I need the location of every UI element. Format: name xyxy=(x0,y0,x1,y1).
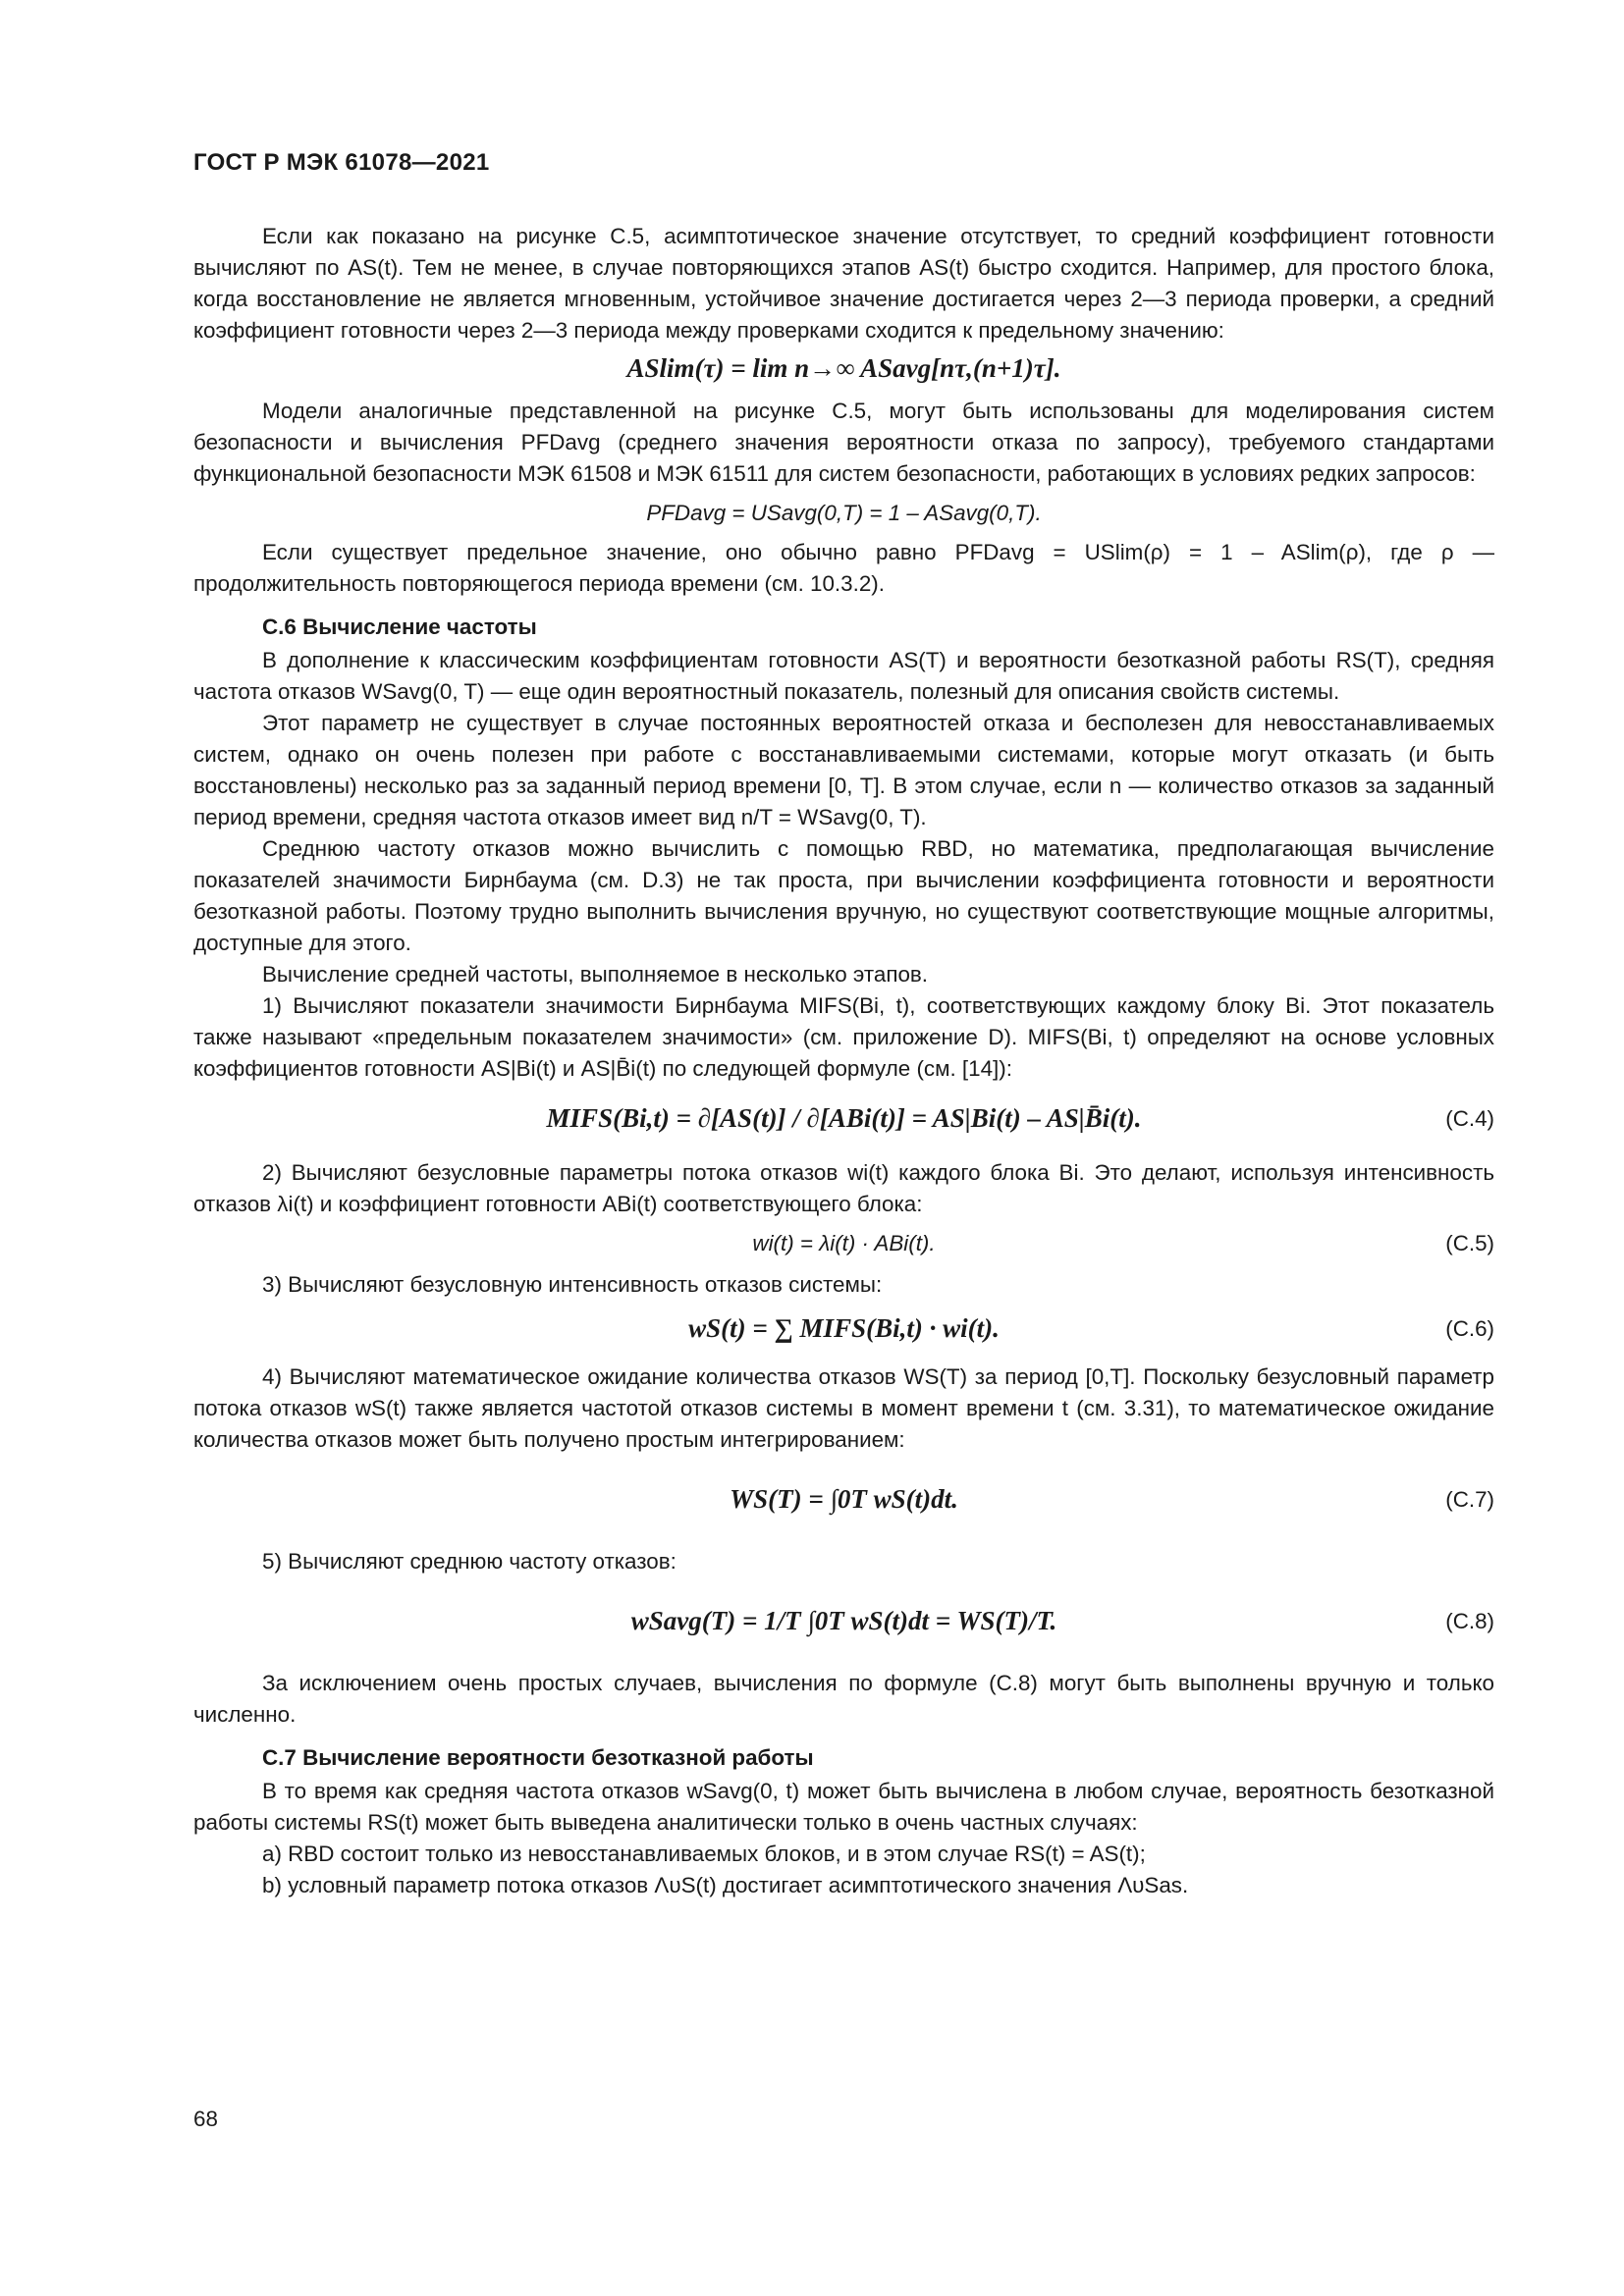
page-number: 68 xyxy=(193,2107,218,2131)
list-item: a) RBD состоит только из невосстанавливаемых блоков, и в этом случае RS(t) = AS(t); xyxy=(262,1842,1146,1866)
document-body xyxy=(193,221,1494,1901)
paragraph: Если как показано на рисунке С.5, асимптотическое значение отсутствует, то средний коэффициент готовности вычисляют по AS(t). Тем не менее, в случае повторяющихся этапов AS(t) быстро сходится. Например, для простого блока, когда восстановление не является мгновенным, устойчивое значение достигается через 2—3 периода проверки, а средний коэффициент готовности через 2—3 периода между проверками сходится к предельному значению: xyxy=(193,224,1494,343)
paragraph: Если существует предельное значение, оно обычно равно PFDavg = USlim(ρ) = 1 – ASlim(ρ), где ρ — продолжительность повторяющегося периода времени (см. 10.3.2). xyxy=(193,540,1494,596)
formula-expression: ASlim(τ) = lim n→∞ ASavg[nτ,(n+1)τ]. xyxy=(626,353,1061,383)
formula-number: (С.5) xyxy=(1445,1231,1494,1255)
document-header: ГОСТ Р МЭК 61078—2021 xyxy=(193,149,490,176)
formula-expression: PFDavg = USavg(0,T) = 1 – ASavg(0,T). xyxy=(646,501,1042,525)
formula-c4 xyxy=(193,1102,1494,1136)
paragraph: 4) Вычисляют математическое ожидание количества отказов WS(T) за период [0,T]. Поскольку безусловный параметр потока отказов wS(t) также является частотой отказов системы в момент времени t (см. 3.31), то математическое ожидание количества отказов может быть получено простым интегрированием: xyxy=(193,1364,1494,1452)
formula-expression: MIFS(Bi,t) = ∂[AS(t)] / ∂[ABi(t)] = AS|Bi(t) – AS|B̄i(t). xyxy=(546,1103,1142,1133)
list-item: b) условный параметр потока отказов ΛυS(t) достигает асимптотического значения ΛυSas. xyxy=(262,1873,1189,1897)
formula-number: (С.8) xyxy=(1445,1609,1494,1633)
paragraph: В то время как средняя частота отказов wSavg(0, t) может быть вычислена в любом случае, вероятность безотказной работы системы RS(t) может быть выведена аналитически только в очень частных случаях: xyxy=(193,1779,1494,1835)
paragraph: 3) Вычисляют безусловную интенсивность отказов системы: xyxy=(262,1272,883,1297)
formula-expression: wS(t) = ∑ MIFS(Bi,t) · wi(t). xyxy=(688,1313,1000,1343)
formula-expression: WS(T) = ∫0T wS(t)dt. xyxy=(730,1484,958,1514)
formula-number: (С.7) xyxy=(1445,1487,1494,1512)
paragraph: В дополнение к классическим коэффициентам готовности AS(T) и вероятности безотказной работы RS(T), средняя частота отказов WSavg(0, T) — еще один вероятностный показатель, полезный для описания свойств системы. xyxy=(193,648,1494,704)
formula-c7 xyxy=(193,1483,1494,1517)
formula-pfd-avg xyxy=(193,498,1494,529)
paragraph: 1) Вычисляют показатели значимости Бирнбаума MIFS(Bi, t), соответствующих каждому блоку Bi. Этот показатель также называют «предельным показателем значимости» (см. приложение D). MIFS(Bi, t) определяют на основе условных коэффициентов готовности AS|Bi(t) и AS|B̄i(t) по следующей формуле (см. [14]): xyxy=(193,993,1494,1081)
paragraph: 2) Вычисляют безусловные параметры потока отказов wi(t) каждого блока Bi. Это делают, используя интенсивность отказов λi(t) и коэффициент готовности ABi(t) соответствующего блока: xyxy=(193,1160,1494,1216)
section-heading-c7: С.7 Вычисление вероятности безотказной работы xyxy=(262,1745,814,1770)
paragraph: За исключением очень простых случаев, вычисления по формуле (С.8) могут быть выполнены вручную и только численно. xyxy=(193,1671,1494,1727)
paragraph: Этот параметр не существует в случае постоянных вероятностей отказа и бесполезен для невосстанавливаемых систем, однако он очень полезен при работе с восстанавливаемыми системами, которые могут отказать (и быть восстановлены) несколько раз за заданный период времени [0, T]. В этом случае, если n — количество отказов за заданный период времени, средняя частота отказов имеет вид n/T = WSavg(0, T). xyxy=(193,711,1494,829)
formula-number: (С.4) xyxy=(1445,1106,1494,1131)
formula-c6 xyxy=(193,1312,1494,1346)
formula-c8 xyxy=(193,1605,1494,1638)
paragraph: Вычисление средней частоты, выполняемое в несколько этапов. xyxy=(262,962,929,987)
paragraph: Модели аналогичные представленной на рисунке С.5, могут быть использованы для моделирования систем безопасности и вычисления PFDavg (среднего значения вероятности отказа по запросу), требуемого стандартами функциональной безопасности МЭК 61508 и МЭК 61511 для систем безопасности, работающих в условиях редких запросов: xyxy=(193,399,1494,486)
paragraph: 5) Вычисляют среднюю частоту отказов: xyxy=(262,1549,677,1574)
formula-number: (С.6) xyxy=(1445,1316,1494,1341)
paragraph: Среднюю частоту отказов можно вычислить с помощью RBD, но математика, предполагающая вычисление показателей значимости Бирнбаума (см. D.3) не так проста, при вычислении коэффициента готовности и вероятности безотказной работы. Поэтому трудно выполнить вычисления вручную, но существуют соответствующие мощные алгоритмы, доступные для этого. xyxy=(193,836,1494,955)
formula-expression: wSavg(T) = 1/T ∫0T wS(t)dt = WS(T)/T. xyxy=(630,1606,1057,1635)
formula-asymptotic-limit xyxy=(193,352,1494,386)
section-heading-c6: С.6 Вычисление частоты xyxy=(262,614,537,639)
formula-expression: wi(t) = λi(t) · ABi(t). xyxy=(752,1231,936,1255)
formula-c5 xyxy=(193,1228,1494,1259)
